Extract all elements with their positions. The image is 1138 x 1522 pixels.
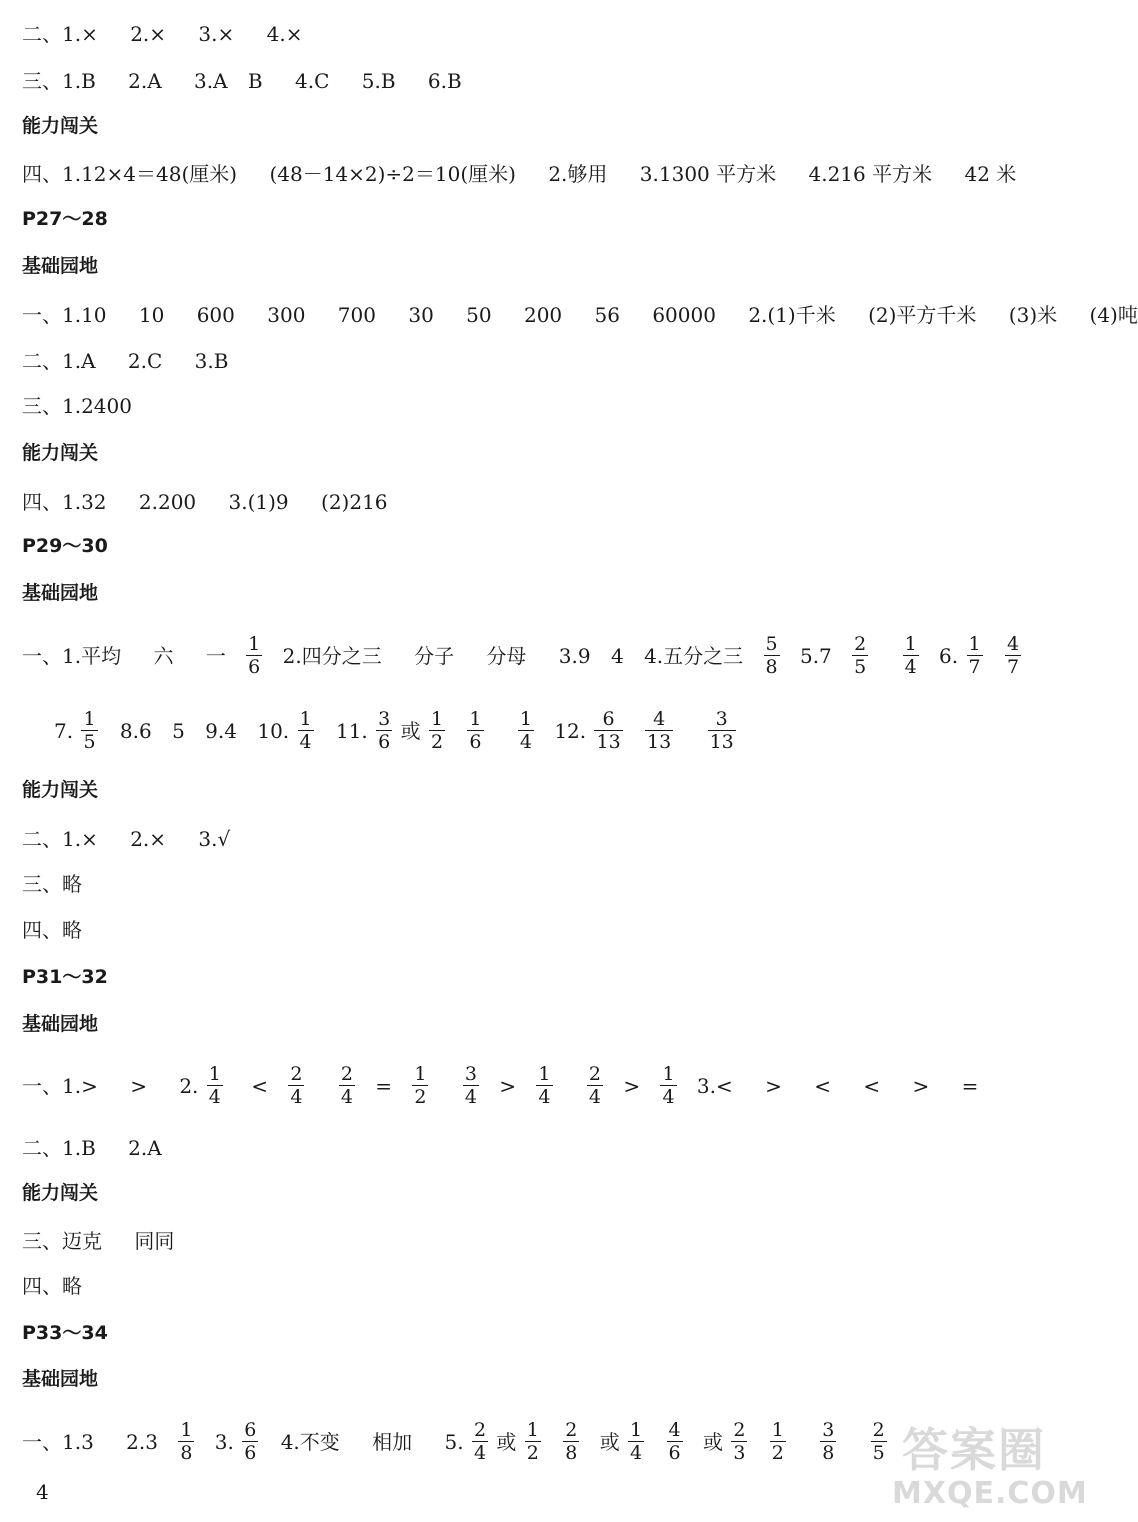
- answer-item: 3.: [214, 1429, 234, 1454]
- answer-line: 四、略: [22, 918, 82, 942]
- fraction: $\frac{1}{4}$: [662, 1063, 675, 1108]
- section-heading: 基础园地: [22, 1013, 99, 1035]
- answer-item: 二、1.×: [22, 826, 98, 851]
- page-number: 4: [36, 1480, 49, 1504]
- answer-item: 一、1.平均: [22, 643, 122, 668]
- fraction: $\frac{2}{4}$: [588, 1063, 601, 1108]
- fraction: $\frac{1}{4}$: [538, 1063, 551, 1108]
- answer-item: 四、1.32: [22, 489, 107, 514]
- answer-item: 2.(1)千米: [748, 302, 836, 327]
- answer-item: <: [814, 1073, 831, 1098]
- answer-item: <: [251, 1073, 268, 1098]
- answer-item: 四、1.12×4＝48(厘米): [22, 161, 238, 186]
- answer-item: 一、1.10: [22, 302, 107, 327]
- answer-item: 分子: [414, 643, 455, 668]
- answer-item: 二、1.×: [22, 21, 98, 46]
- answer-item: 3.B: [194, 348, 229, 373]
- answer-item: >: [912, 1073, 930, 1098]
- watermark-bottom: MXQE.COM: [892, 1476, 1088, 1511]
- answer-item: (48－14×2)÷2＝10(厘米): [269, 161, 516, 186]
- answer-item: 60000: [652, 302, 716, 327]
- answer-item: 42 米: [964, 161, 1017, 186]
- fraction: $\frac{2}{4}$: [290, 1063, 303, 1108]
- fraction: $\frac{1}{4}$: [519, 708, 532, 753]
- answer-item: 三、迈克: [22, 1228, 102, 1253]
- fraction: $\frac{1}{7}$: [968, 633, 981, 678]
- watermark-top: 答案圈: [902, 1423, 1046, 1477]
- answer-item: <: [863, 1073, 881, 1098]
- fraction: $\frac{1}{4}$: [630, 1419, 643, 1464]
- fraction: $\frac{2}{3}$: [733, 1419, 746, 1464]
- fraction: $\frac{1}{4}$: [208, 1063, 221, 1108]
- answer-item: (2)平方千米: [868, 302, 977, 327]
- page-range-heading: P31～32: [22, 966, 108, 988]
- answer-item: 4: [610, 643, 624, 668]
- answer-item: 2.×: [130, 826, 167, 851]
- answer-item: 4.五分之三: [644, 643, 744, 668]
- answer-item: 5.: [444, 1429, 464, 1454]
- answer-item: =: [375, 1073, 393, 1098]
- answer-item: 3.9: [558, 643, 591, 668]
- answer-item: 56: [594, 302, 620, 327]
- answer-item: 50: [466, 302, 492, 327]
- fraction: $\frac{1}{4}$: [904, 633, 917, 678]
- answer-item: 4.不变: [280, 1429, 340, 1454]
- answer-item: >: [623, 1073, 641, 1098]
- fraction: $\frac{4}{6}$: [668, 1419, 681, 1464]
- answer-item: 5.7: [799, 643, 832, 668]
- answer-item: 10.: [257, 718, 290, 743]
- answer-item: 3.√: [198, 826, 231, 851]
- answer-item: 2.C: [127, 348, 163, 373]
- answer-item: 8.6: [119, 718, 152, 743]
- section-heading: 能力闯关: [22, 779, 99, 801]
- answer-line: 四、略: [22, 1274, 82, 1298]
- answer-line: [22, 823, 1060, 853]
- answer-item: 5.B: [361, 68, 396, 93]
- answer-item: 11.: [335, 718, 368, 743]
- fraction: $\frac{1}{2}$: [771, 1419, 784, 1464]
- section-heading: 能力闯关: [22, 442, 99, 464]
- answer-item: 同同: [134, 1228, 175, 1253]
- fraction: $\frac{3}{4}$: [464, 1063, 477, 1108]
- watermark-logo: [880, 1410, 1088, 1518]
- answer-item: 一、1.3: [22, 1429, 94, 1454]
- answer-line: [22, 299, 1138, 329]
- answer-item: 3.<: [696, 1073, 733, 1098]
- answer-item: 12.: [554, 718, 587, 743]
- fraction: $\frac{1}{8}$: [180, 1419, 193, 1464]
- fraction: $\frac{2}{8}$: [565, 1419, 578, 1464]
- answer-item: 4.C: [294, 68, 330, 93]
- page-range-heading: P27～28: [22, 208, 108, 230]
- answer-line: [22, 486, 1060, 516]
- answer-item: >: [499, 1073, 517, 1098]
- answer-item: 10: [138, 302, 165, 327]
- answer-item: 700: [337, 302, 376, 327]
- answer-line: [22, 1056, 1060, 1114]
- fraction: $\frac{3}{8}$: [822, 1419, 835, 1464]
- answer-item: 分母: [486, 643, 527, 668]
- answer-item: (4)吨: [1089, 302, 1138, 327]
- answer-item: 一、1.>: [22, 1073, 98, 1098]
- answer-line: [22, 18, 1060, 48]
- answer-line: [22, 1132, 1060, 1162]
- answer-item: 二、1.A: [22, 348, 96, 373]
- fraction: $\frac{1}{2}$: [430, 708, 444, 753]
- fraction: $\frac{4}{13}$: [647, 708, 672, 753]
- answer-item: 2.: [179, 1073, 199, 1098]
- fraction: $\frac{1}{6}$: [248, 633, 261, 678]
- section-heading: 能力闯关: [22, 115, 99, 137]
- fraction: $\frac{2}{4}$: [473, 1419, 487, 1464]
- answer-item: 2.200: [138, 489, 197, 514]
- answer-item: 6.B: [427, 68, 462, 93]
- answer-item: 4.×: [266, 21, 303, 46]
- answer-line: [22, 626, 1060, 684]
- fraction: $\frac{2}{5}$: [854, 633, 867, 678]
- section-heading: 基础园地: [22, 255, 99, 277]
- answer-line: 三、略: [22, 872, 82, 896]
- fraction: $\frac{1}{6}$: [469, 708, 482, 753]
- fraction: $\frac{1}{5}$: [83, 708, 96, 753]
- answer-line: [22, 65, 1060, 95]
- answer-line: [22, 345, 1060, 375]
- section-heading: 能力闯关: [22, 1182, 99, 1204]
- fraction: $\frac{2}{5}$: [872, 1419, 885, 1464]
- answer-item: 9.4: [205, 718, 237, 743]
- answer-item: 3.×: [198, 21, 235, 46]
- answer-item: 六: [153, 643, 174, 668]
- answer-item: (3)米: [1008, 302, 1058, 327]
- fraction: $\frac{6}{13}$: [596, 708, 621, 753]
- answer-item: 或: [702, 1429, 723, 1454]
- answer-item: 2.够用: [548, 161, 608, 186]
- fraction: $\frac{3}{13}$: [709, 708, 734, 753]
- answer-item: 30: [408, 302, 434, 327]
- page-range-heading: P29～30: [22, 535, 108, 557]
- fraction: $\frac{1}{4}$: [299, 708, 312, 753]
- answer-item: B: [247, 68, 263, 93]
- answer-item: 3.1300 平方米: [639, 161, 777, 186]
- answer-item: 2.3: [126, 1429, 158, 1454]
- fraction: $\frac{1}{2}$: [414, 1063, 427, 1108]
- answer-item: 二、1.B: [22, 1135, 96, 1160]
- answer-line: [22, 158, 1060, 188]
- answer-item: >: [130, 1073, 147, 1098]
- answer-item: 4.216 平方米: [808, 161, 933, 186]
- answer-item: 相加: [372, 1429, 413, 1454]
- answer-item: 7.: [54, 718, 74, 743]
- section-heading: 基础园地: [22, 582, 99, 604]
- fraction: $\frac{1}{2}$: [526, 1419, 539, 1464]
- section-heading: 基础园地: [22, 1368, 99, 1390]
- answer-line: 三、1.2400: [22, 394, 132, 418]
- answer-item: 3.A: [194, 68, 228, 93]
- answer-item: 200: [523, 302, 563, 327]
- answer-item: >: [765, 1073, 782, 1098]
- answer-item: 或: [599, 1429, 620, 1454]
- answer-item: =: [961, 1073, 979, 1098]
- fraction: $\frac{3}{6}$: [378, 708, 391, 753]
- answer-item: 600: [196, 302, 235, 327]
- answer-item: 或: [400, 718, 421, 743]
- answer-item: 2.×: [130, 21, 167, 46]
- fraction: $\frac{4}{7}$: [1006, 633, 1020, 678]
- answer-item: 2.四分之三: [282, 643, 382, 668]
- answer-item: 2.A: [128, 1135, 162, 1160]
- page-range-heading: P33～34: [22, 1322, 108, 1344]
- answer-item: 3.(1)9: [228, 489, 289, 514]
- fraction: $\frac{5}{8}$: [765, 633, 778, 678]
- answer-item: 2.A: [128, 68, 162, 93]
- answer-line: [54, 701, 1060, 759]
- fraction: $\frac{6}{6}$: [244, 1419, 257, 1464]
- answer-line: [22, 1225, 1060, 1255]
- answer-item: 三、1.B: [22, 68, 96, 93]
- answer-item: (2)216: [321, 489, 388, 514]
- answer-item: 6.: [939, 643, 959, 668]
- answer-item: 300: [267, 302, 306, 327]
- fraction: $\frac{2}{4}$: [340, 1063, 353, 1108]
- answer-item: 一: [205, 643, 226, 668]
- answer-item: 5: [172, 718, 185, 743]
- answer-item: 或: [496, 1429, 517, 1454]
